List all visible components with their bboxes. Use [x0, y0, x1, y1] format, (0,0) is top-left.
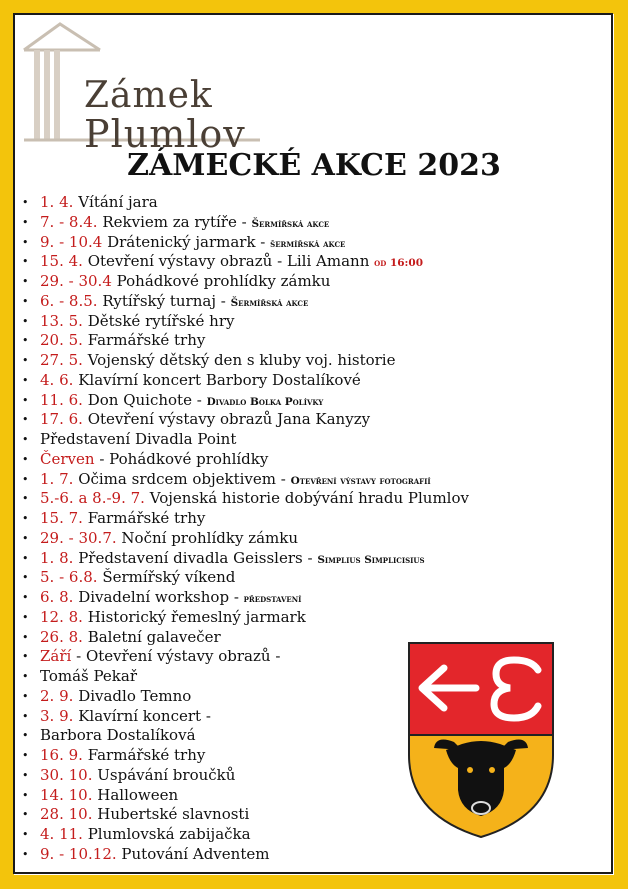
event-item	[22, 549, 612, 569]
event-date: 15. 7.	[40, 509, 83, 527]
event-item	[22, 608, 612, 628]
event-title: Vojenská historie dobývání hradu Plumlov	[149, 489, 469, 508]
event-date: 29. - 30.7.	[40, 528, 117, 547]
event-note: Divadlo Bolka Polívky	[206, 395, 324, 408]
event-date: 20. 5.	[40, 331, 83, 350]
event-date: 17. 6.	[40, 410, 83, 429]
event-item	[22, 588, 612, 608]
event-item	[22, 193, 612, 213]
event-item	[22, 252, 612, 272]
event-date: 9. - 10.4	[40, 232, 103, 251]
logo	[20, 20, 265, 156]
event-date: 14. 10.	[40, 785, 93, 804]
event-item	[22, 410, 612, 430]
event-title: Divadlo Temno	[78, 686, 192, 705]
event-title: - Pohádkové prohlídky	[99, 449, 269, 468]
event-title: Baletní galavečer	[87, 627, 221, 646]
event-title: Don Quichote -	[87, 390, 207, 409]
event-date: 28. 10.	[40, 805, 93, 824]
event-date: 1. 7.	[40, 469, 74, 488]
event-date: Září	[40, 647, 72, 666]
event-date: 3. 9.	[40, 706, 74, 725]
event-item	[22, 331, 612, 351]
event-item	[22, 351, 612, 371]
event-title: Rekviem za rytíře -	[102, 212, 252, 231]
event-note: Šermířská akce	[251, 217, 330, 230]
event-item	[22, 312, 612, 332]
event-title: Hubertské slavnosti	[97, 805, 250, 824]
event-date: 5. - 6.8.	[40, 568, 98, 587]
event-date: 13. 5.	[40, 311, 83, 330]
event-title: Tomáš Pekař	[40, 667, 138, 685]
event-title: Putování Adventem	[121, 844, 270, 863]
event-title: Představení divadla Geisslers -	[78, 548, 318, 567]
event-item	[22, 272, 612, 292]
event-item	[22, 450, 612, 470]
event-date: 6. 8.	[40, 588, 74, 606]
event-note: šermířská akce	[270, 237, 346, 250]
event-title: Barbora Dostalíková	[40, 726, 196, 745]
event-date: 5.-6. a 8.-9. 7.	[40, 489, 145, 508]
event-date: 16. 9.	[40, 746, 83, 764]
event-title: Vojenský dětský den s kluby voj. historie	[87, 351, 396, 369]
event-date: 1. 4.	[40, 193, 74, 211]
event-item	[22, 233, 612, 253]
event-date: 7. - 8.4.	[40, 212, 98, 231]
event-date: 12. 8.	[40, 607, 83, 626]
event-date: 6. - 8.5.	[40, 291, 98, 310]
event-title: Uspávání broučků	[97, 765, 236, 784]
event-note: Otevření výstavy fotografií	[290, 474, 431, 487]
event-item	[22, 430, 612, 450]
event-item	[22, 489, 612, 509]
event-note: Simplius Simplicisius	[317, 553, 425, 566]
event-note: od 16:00	[374, 257, 424, 270]
page-title: ZÁMECKÉ AKCE 2023	[127, 148, 501, 183]
event-item	[22, 845, 612, 865]
event-title: Očima srdcem objektivem -	[78, 469, 291, 488]
event-item	[22, 509, 612, 529]
event-note: představení	[243, 593, 302, 605]
event-title: Vítání jara	[78, 193, 158, 211]
event-title: - Otevření výstavy obrazů -	[76, 647, 281, 666]
event-note: Šermířská akce	[230, 296, 309, 309]
event-title: Plumlovská zabijačka	[87, 825, 251, 843]
event-date: 9. - 10.12.	[40, 844, 117, 863]
event-title: Dětské rytířské hry	[87, 311, 235, 330]
event-item	[22, 470, 612, 490]
event-title: Divadelní workshop -	[78, 588, 244, 606]
event-date: 26. 8.	[40, 627, 83, 646]
event-title: Rytířský turnaj -	[102, 291, 231, 310]
event-title: Otevření výstavy obrazů Jana Kanyzy	[87, 410, 371, 429]
event-date: 2. 9.	[40, 686, 74, 705]
event-item	[22, 371, 612, 391]
event-date: 1. 8.	[40, 548, 74, 567]
event-date: 30. 10.	[40, 765, 93, 784]
event-date: 4. 6.	[40, 370, 74, 389]
event-item	[22, 391, 612, 411]
event-item	[22, 529, 612, 549]
event-date: 27. 5.	[40, 351, 83, 369]
event-date: 11. 6.	[40, 390, 83, 409]
event-date: 29. - 30.4	[40, 272, 112, 290]
event-item	[22, 568, 612, 588]
event-title: Farmářské trhy	[87, 331, 206, 350]
event-item	[22, 292, 612, 312]
event-title: Historický řemeslný jarmark	[87, 607, 306, 626]
event-title: Klavírní koncert Barbory Dostalíkové	[78, 370, 361, 389]
event-title: Představení Divadla Point	[40, 430, 237, 448]
event-title: Farmářské trhy	[87, 746, 206, 764]
event-date: 15. 4.	[40, 252, 83, 271]
event-title: Otevření výstavy obrazů - Lili Amann	[87, 252, 375, 271]
event-title: Halloween	[97, 785, 179, 804]
event-title: Noční prohlídky zámku	[121, 528, 299, 547]
event-title: Klavírní koncert -	[78, 706, 211, 725]
logo-line-2: Plumlov	[84, 112, 246, 156]
event-item	[22, 213, 612, 233]
event-title: Pohádkové prohlídky zámku	[116, 272, 331, 290]
event-date: Červen	[40, 449, 95, 468]
event-date: 4. 11.	[40, 825, 83, 843]
coat-of-arms-icon	[406, 640, 556, 840]
event-title: Drátenický jarmark -	[107, 232, 271, 251]
logo-line-1: Zámek	[84, 75, 213, 116]
event-title: Šermířský víkend	[102, 568, 236, 587]
event-title: Farmářské trhy	[87, 509, 206, 527]
